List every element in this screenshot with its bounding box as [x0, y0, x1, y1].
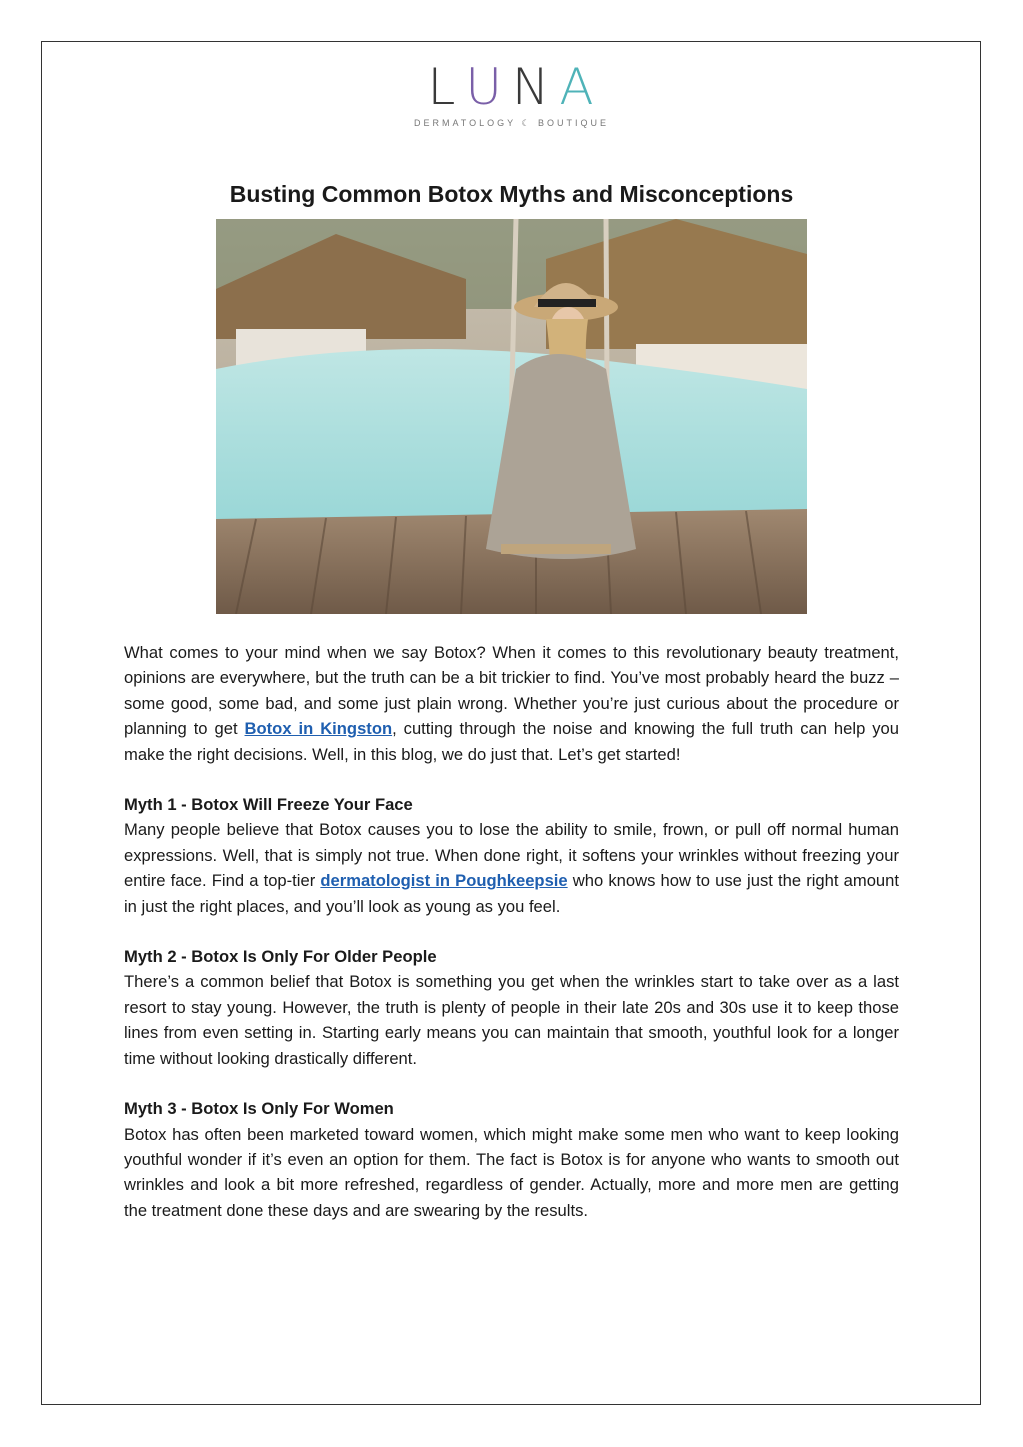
logo-letter: N: [511, 58, 552, 116]
myth-3-heading: Myth 3 - Botox Is Only For Women: [124, 1099, 394, 1119]
logo-letter: U: [465, 58, 504, 116]
hero-image: [216, 219, 807, 614]
logo-wordmark: [427, 60, 595, 114]
hero-photo-illustration: [216, 219, 807, 614]
botox-in-kingston-link[interactable]: Botox in Kingston: [244, 719, 393, 739]
logo-letter: A: [559, 58, 596, 116]
intro-paragraph: [124, 640, 899, 767]
article-body: [124, 640, 899, 1248]
intro-text: What comes to your mind when we say Botox? When it comes to this revolutionary beauty treatment, opinions are everywhere, but the truth can be a bit trickier to find. You’ve most probably heard the buzz – some good, some bad, and some just plain wrong. Whether you’re just curious about the procedure or planning to get: [124, 643, 899, 739]
intro-text: , cutting through the noise and knowing the full truth can help you make the right decisions. Well, in this blog, we do just that. Let’s get started!: [124, 719, 900, 764]
myth-1-heading: Myth 1 - Botox Will Freeze Your Face: [124, 795, 413, 815]
myth-2-heading: Myth 2 - Botox Is Only For Older People: [124, 947, 437, 967]
myth-2-body: There’s a common belief that Botox is something you get when the wrinkles start to take over as a last resort to stay young. However, the truth is plenty of people in their late 20s and 30s use it to keep those lines from even setting in. Starting early means you can maintain that smooth, youthful look for a longer time without looking drastically different.: [124, 972, 899, 1068]
myth-3-body: Botox has often been marketed toward women, which might make some men who want to keep looking youthful wonder if it’s even an option for them. The fact is Botox is for anyone who wants to smooth out wrinkles and look a bit more refreshed, regardless of gender. Actually, more and more men are getting the treatment done these days and are swearing by the results.: [124, 1124, 899, 1220]
logo-tagline: DERMATOLOGY ☾ BOUTIQUE: [413, 118, 610, 128]
logo-letter: L: [427, 58, 458, 116]
myth-1-body: [124, 817, 899, 919]
myth-1-text: Many people believe that Botox causes you to lose the ability to smile, frown, or pull off normal human expressions. Well, that is simply not true. When done right, it softens your wrinkles without freezing your entire face. Find a top-tier: [124, 820, 899, 891]
dermatologist-in-poughkeepsie-link[interactable]: dermatologist in Poughkeepsie: [320, 871, 568, 891]
myth-1-text: who knows how to use just the right amount in just the right places, and you’ll look as young as you feel.: [124, 871, 899, 916]
page-title: Busting Common Botox Myths and Misconceptions: [229, 181, 794, 208]
luna-logo: [0, 60, 1023, 129]
